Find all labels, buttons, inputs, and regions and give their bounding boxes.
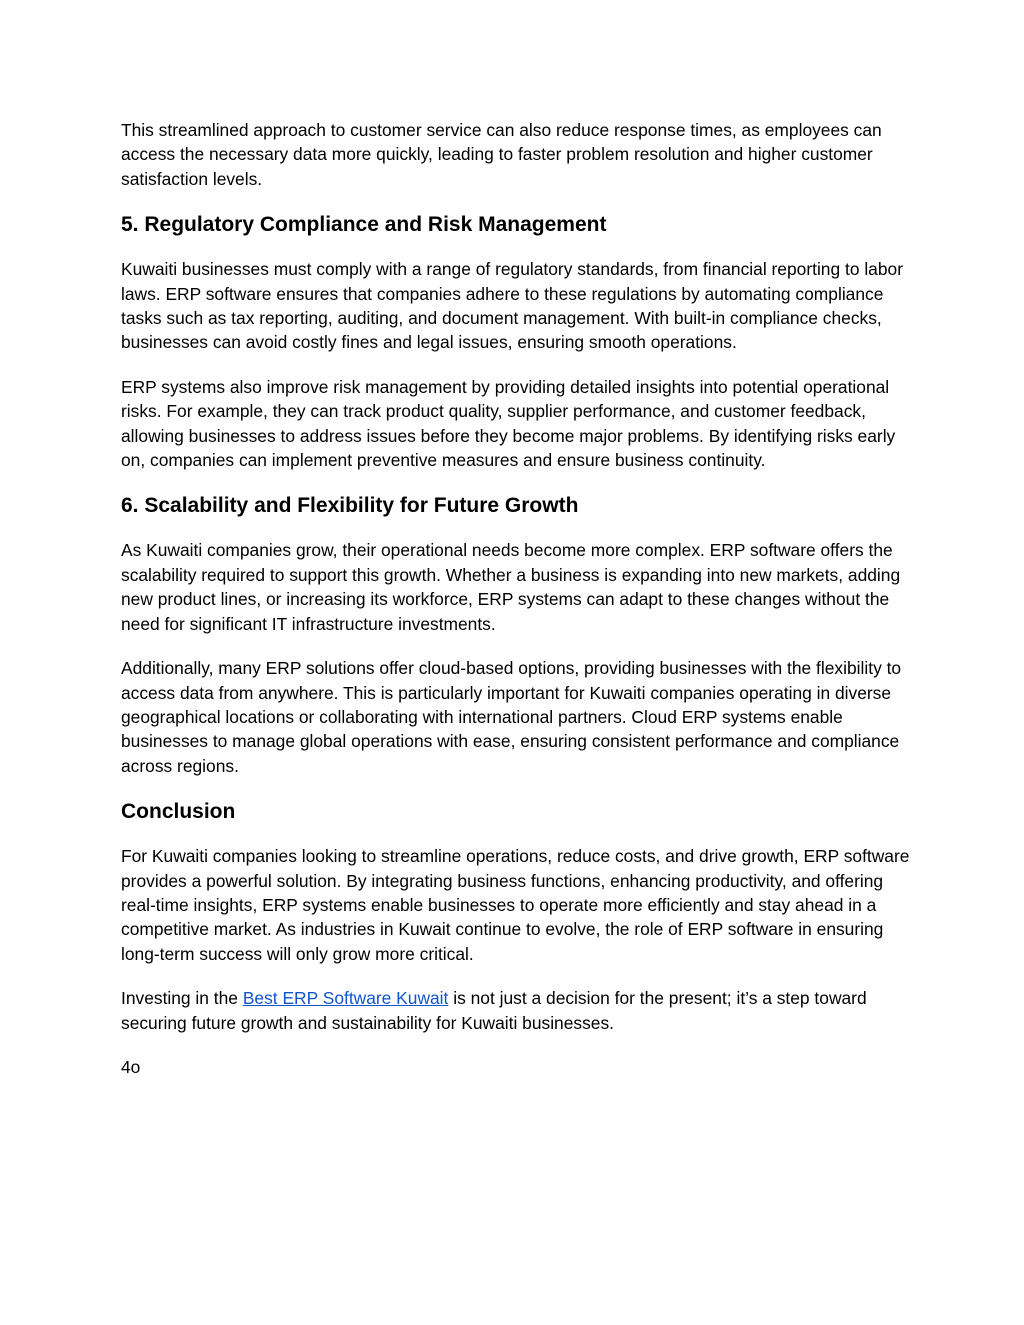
section-5-paragraph-1: Kuwaiti businesses must comply with a range of regulatory standards, from financial reporting to labor laws. ERP software ensures that companies adhere to these regulations by automating compliance tasks such as tax reporting, auditing, and document management. With built-in compliance checks, businesses can avoid costly fines and legal issues, ensuring smooth operations.	[121, 259, 903, 353]
conclusion-paragraph-1: For Kuwaiti companies looking to streamline operations, reduce costs, and drive growth, ERP software provides a powerful solution. By integrating business functions, enhancing productivity, and offering real-time insights, ERP systems enable businesses to operate more efficiently and stay ahead in a competitive market. As industries in Kuwait continue to evolve, the role of ERP software in ensuring long-term success will only grow more critical.	[121, 846, 910, 964]
section-6-paragraph-2: Additionally, many ERP solutions offer cloud-based options, providing businesses with the flexibility to access data from anywhere. This is particularly important for Kuwaiti companies operating in diverse geographical locations or collaborating with international partners. Cloud ERP systems enable businesses to manage global operations with ease, ensuring consistent performance and compliance across regions.	[121, 658, 902, 776]
document-page	[121, 118, 911, 1079]
final-text-after-link: is not just a decision for the present; it’s a step toward securing future growth and sustainability for Kuwaiti businesses.	[121, 988, 867, 1033]
conclusion-paragraph-2	[121, 986, 911, 1035]
section-5-heading: 5. Regulatory Compliance and Risk Management	[121, 213, 607, 237]
best-erp-software-kuwait-link[interactable]: Best ERP Software Kuwait	[242, 988, 449, 1009]
section-6-paragraph-1: As Kuwaiti companies grow, their operational needs become more complex. ERP software offers the scalability required to support this growth. Whether a business is expanding into new markets, adding new product lines, or increasing its workforce, ERP systems can adapt to these changes without the need for significant IT infrastructure investments.	[121, 540, 901, 634]
section-6-heading: 6. Scalability and Flexibility for Future Growth	[121, 494, 579, 518]
intro-paragraph: This streamlined approach to customer service can also reduce response times, as employees can access the necessary data more quickly, leading to faster problem resolution and higher customer satisfaction levels.	[121, 120, 882, 189]
conclusion-heading: Conclusion	[121, 800, 236, 824]
section-5-paragraph-2: ERP systems also improve risk management by providing detailed insights into potential operational risks. For example, they can track product quality, supplier performance, and customer feedback, allowing businesses to address issues before they become major problems. By identifying risks early on, companies can implement preventive measures and ensure business continuity.	[121, 376, 896, 471]
final-text-before-link: Investing in the	[121, 988, 243, 1009]
footer-mark: 4o	[121, 1056, 141, 1077]
